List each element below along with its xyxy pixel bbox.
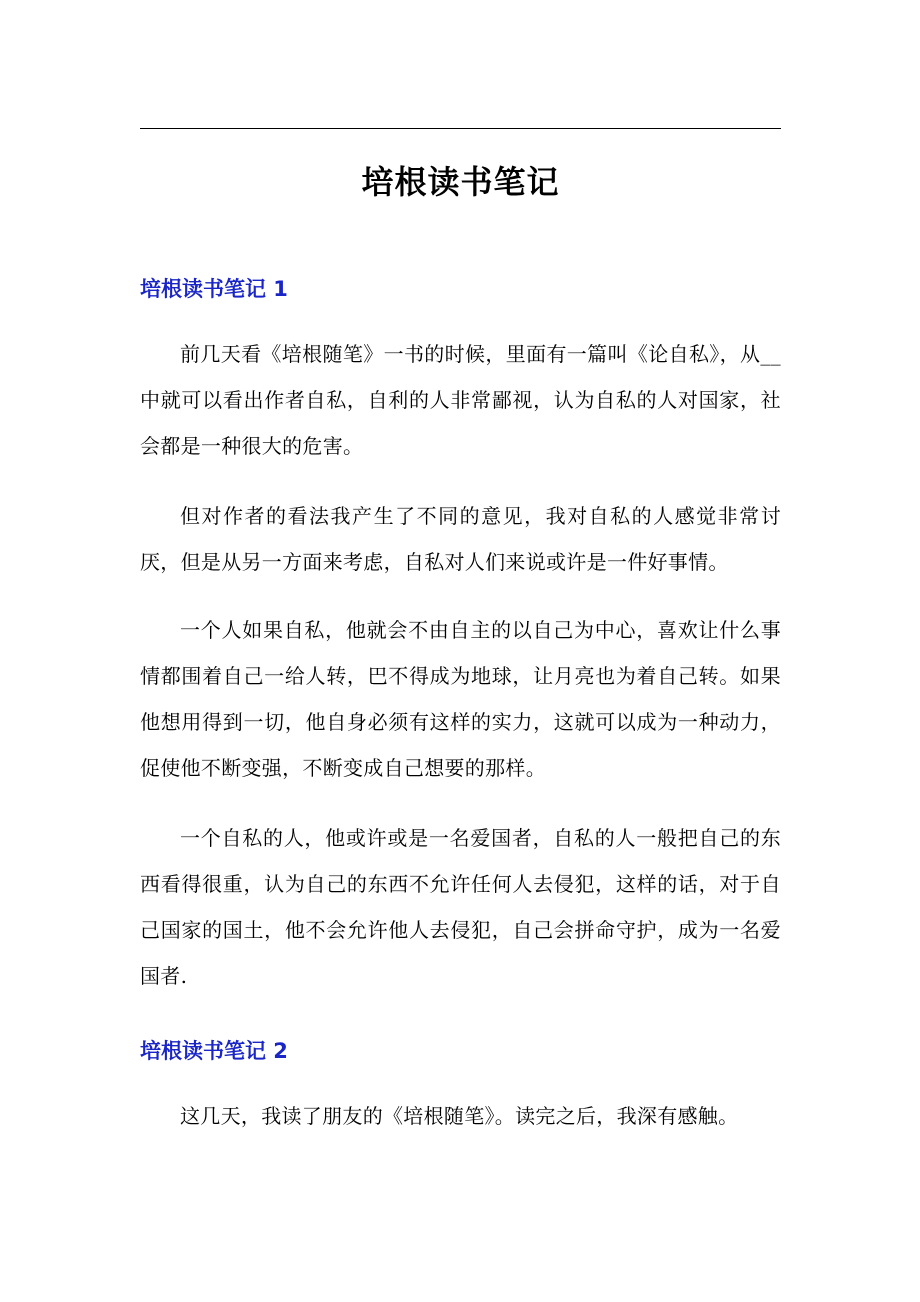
section-heading-1: 培根读书笔记 1	[140, 277, 288, 301]
section-heading-2: 培根读书笔记 2	[140, 1039, 288, 1063]
paragraph: 前几天看《培根随笔》一书的时候，里面有一篇叫《论自私》，从__中就可以看出作者自私，自利的人非常鄙视，认为自私的人对国家，社会都是一种很大的危害。	[140, 342, 781, 458]
paragraph: 一个自私的人，他或许或是一名爱国者，自私的人一般把自己的东西看得很重，认为自己的东西不允许任何人去侵犯，这样的话，对于自己国家的国土，他不会允许他人去侵犯，自己会拼命守护，成为一名爱国者.	[140, 826, 781, 988]
paragraph: 但对作者的看法我产生了不同的意见，我对自私的人感觉非常讨厌，但是从另一方面来考虑，自私对人们来说或许是一件好事情。	[140, 504, 781, 574]
paragraph: 这几天，我读了朋友的《培根随笔》。读完之后，我深有感触。	[180, 1104, 739, 1128]
document-title: 培根读书笔记	[361, 163, 560, 201]
header-rule	[140, 128, 781, 129]
paragraph: 一个人如果自私，他就会不由自主的以自己为中心，喜欢让什么事情都围着自己一给人转，巴不得成为地球，让月亮也为着自己转。如果他想用得到一切，他自身必须有这样的实力，这就可以成为一种动力，促使他不断变强，不断变成自己想要的那样。	[140, 618, 781, 780]
